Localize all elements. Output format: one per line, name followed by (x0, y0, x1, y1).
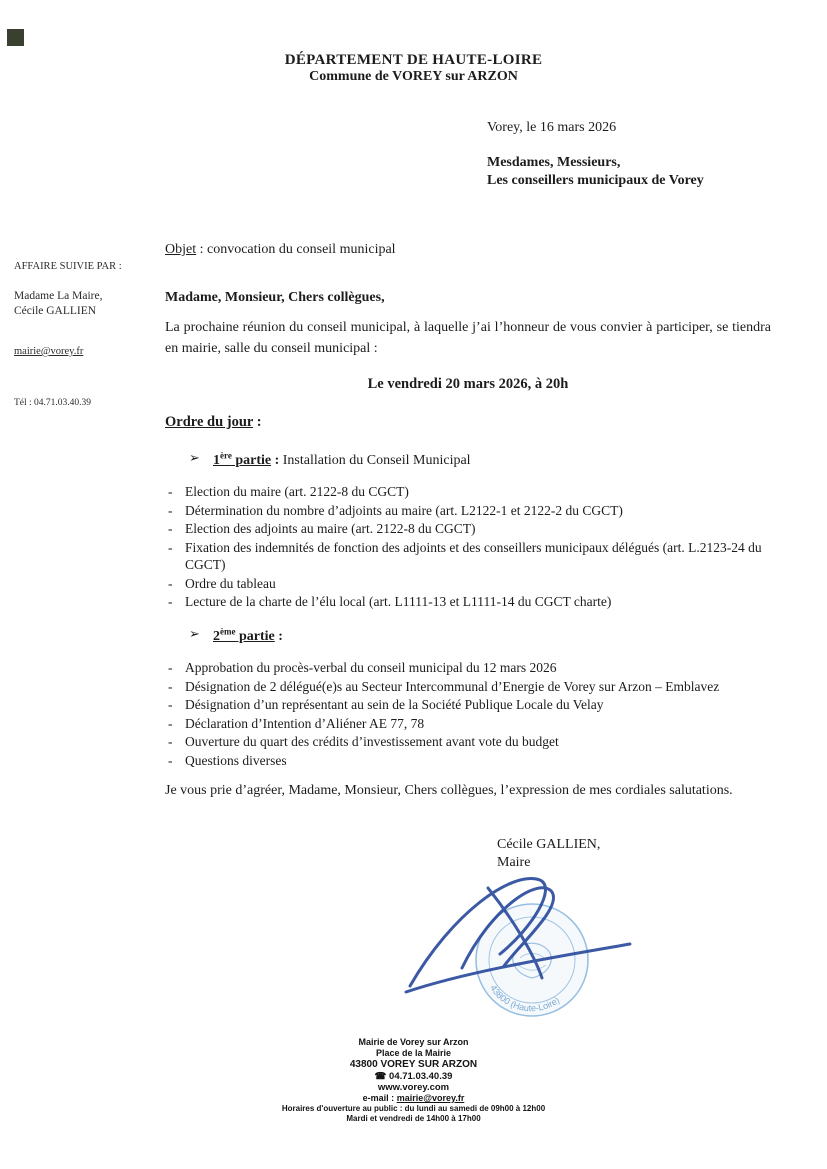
dash-bullet-icon: - (168, 752, 173, 768)
footer-org-name: Mairie de Vorey sur Arzon (358, 1037, 469, 1047)
list-item (165, 539, 771, 574)
subject-label: Objet (165, 242, 197, 257)
closing-paragraph: Je vous prie d’agréer, Madame, Monsieur, Chers collègues, l’expression de mes cordiales salutations. (165, 783, 733, 798)
agenda-title-colon: : (253, 414, 262, 430)
list-item-text: Désignation d’un représentant au sein de la Société Publique Locale du Velay (185, 697, 604, 712)
list-item-text: Ordre du tableau (185, 575, 276, 591)
footer-hours-line1: Horaires d'ouverture au public : du lundi au samedi de 09h00 à 12h00 (281, 1104, 546, 1113)
list-item-text: Déclaration d’Intention d’Aliéner AE 77, 78 (185, 715, 425, 731)
agenda-title-text: Ordre du jour (165, 414, 254, 430)
footer-website: www.vorey.com (377, 1082, 450, 1093)
list-item (165, 502, 771, 520)
list-item (165, 678, 771, 696)
list-item-text: Election du maire (art. 2122-8 du CGCT) (185, 484, 409, 499)
list-item-text: Détermination du nombre d’adjoints au maire (art. L2122-1 et 2122-2 du CGCT) (185, 502, 623, 518)
contact-phone: Tél : 04.71.03.40.39 (14, 398, 92, 408)
dash-bullet-icon: - (168, 697, 173, 712)
list-item-text: Questions diverses (185, 752, 287, 768)
dash-bullet-icon: - (168, 502, 173, 518)
list-item (165, 659, 771, 677)
dash-bullet-icon: - (168, 539, 173, 555)
list-item (165, 520, 771, 538)
list-item (165, 575, 771, 593)
agenda-title (165, 414, 771, 431)
list-item-text: Approbation du procès-verbal du conseil municipal du 12 mars 2026 (185, 660, 557, 675)
list-item (165, 483, 771, 501)
part2-colon: : (274, 628, 283, 644)
agenda-part2-heading (165, 626, 795, 645)
dash-bullet-icon: - (168, 678, 173, 694)
agenda-part1-list (165, 483, 771, 612)
agenda-part2-list (165, 659, 771, 770)
dash-bullet-icon: - (168, 594, 173, 609)
footer-address-line2: 43800 VOREY SUR ARZON (349, 1059, 478, 1070)
subject-text: convocation du conseil municipal (207, 242, 396, 257)
recipients-line1: Mesdames, Messieurs, (487, 155, 621, 170)
dash-bullet-icon: - (168, 734, 173, 749)
phone-icon: ☎ (374, 1071, 387, 1082)
part2-superscript: ème (220, 626, 236, 636)
list-item (165, 733, 771, 751)
recipients-block (487, 154, 704, 190)
part2-number: 2 (213, 628, 220, 644)
scan-artifact-square (7, 29, 24, 46)
list-item-text: Ouverture du quart des crédits d’investissement avant vote du budget (185, 734, 559, 749)
footer-phone-line (0, 1071, 827, 1082)
footer-phone-number: 04.71.03.40.39 (389, 1071, 453, 1082)
contact-names (14, 289, 154, 319)
list-item (165, 593, 771, 611)
part1-word: partie (231, 452, 272, 468)
signer-name: Cécile GALLIEN, (497, 837, 601, 852)
subject-line (165, 242, 771, 258)
agenda-part1-heading (165, 450, 795, 469)
list-item-text: Election des adjoints au maire (art. 2122-8 du CGCT) (185, 521, 476, 536)
footer-email-label: e-mail : (362, 1093, 397, 1103)
dash-bullet-icon: - (168, 521, 173, 536)
dash-bullet-icon: - (168, 484, 173, 499)
dateline: Vorey, le 16 mars 2026 (487, 120, 617, 135)
salutation: Madame, Monsieur, Chers collègues, (165, 290, 385, 305)
dash-bullet-icon: - (168, 660, 173, 675)
list-item-text: Lecture de la charte de l’élu local (art. L1111-13 et L1111-14 du CGCT charte) (185, 594, 612, 609)
commune-title: Commune de VOREY sur ARZON (309, 69, 518, 84)
contact-name-line1: Madame La Maire, (14, 290, 103, 302)
document-header (0, 52, 827, 85)
dash-bullet-icon: - (168, 715, 173, 731)
svg-text:43800 (Haute-Loire): 43800 (Haute-Loire) (488, 983, 562, 1014)
footer-hours-line2: Mardi et vendredi de 14h00 à 17h00 (346, 1114, 481, 1123)
signature-and-stamp (392, 858, 672, 1028)
subject-separator: : (196, 242, 207, 257)
part2-word: partie (235, 628, 275, 644)
arrow-bullet-icon: ➢ (189, 626, 200, 641)
footer-block (0, 1037, 827, 1124)
list-item (165, 696, 771, 714)
list-item (165, 715, 771, 733)
list-item (165, 752, 771, 770)
footer-address-line1: Place de la Mairie (375, 1048, 452, 1058)
dash-bullet-icon: - (168, 575, 173, 591)
footer-email-line (0, 1093, 827, 1104)
intro-paragraph: La prochaine réunion du conseil municipal, à laquelle j’ai l’honneur de vous convier à participer, se tiendra en mairie, salle du conseil municipal : (165, 320, 771, 356)
footer-email-address: mairie@vorey.fr (396, 1093, 465, 1103)
part1-number: 1 (213, 452, 220, 468)
department-title: DÉPARTEMENT DE HAUTE-LOIRE (284, 52, 543, 68)
arrow-bullet-icon: ➢ (189, 450, 200, 465)
recipients-line2: Les conseillers municipaux de Vorey (487, 173, 704, 188)
list-item-text: Fixation des indemnités de fonction des adjoints et des conseillers municipaux délégués (art. L.2123-24 du CGCT) (185, 539, 762, 572)
contact-name-line2: Cécile GALLIEN (14, 305, 97, 317)
affaire-suivie-label: AFFAIRE SUIVIE PAR : (14, 261, 122, 272)
part1-superscript: ère (220, 450, 232, 460)
part1-colon: : (271, 452, 283, 468)
list-item-text: Désignation de 2 délégué(e)s au Secteur Intercommunal d’Energie de Vorey sur Arzon – Emblavez (185, 678, 720, 694)
part1-subtitle: Installation du Conseil Municipal (282, 452, 471, 468)
meeting-datetime: Le vendredi 20 mars 2026, à 20h (367, 376, 569, 392)
signer-title: Maire (497, 855, 531, 870)
contact-email: mairie@vorey.fr (14, 346, 84, 357)
